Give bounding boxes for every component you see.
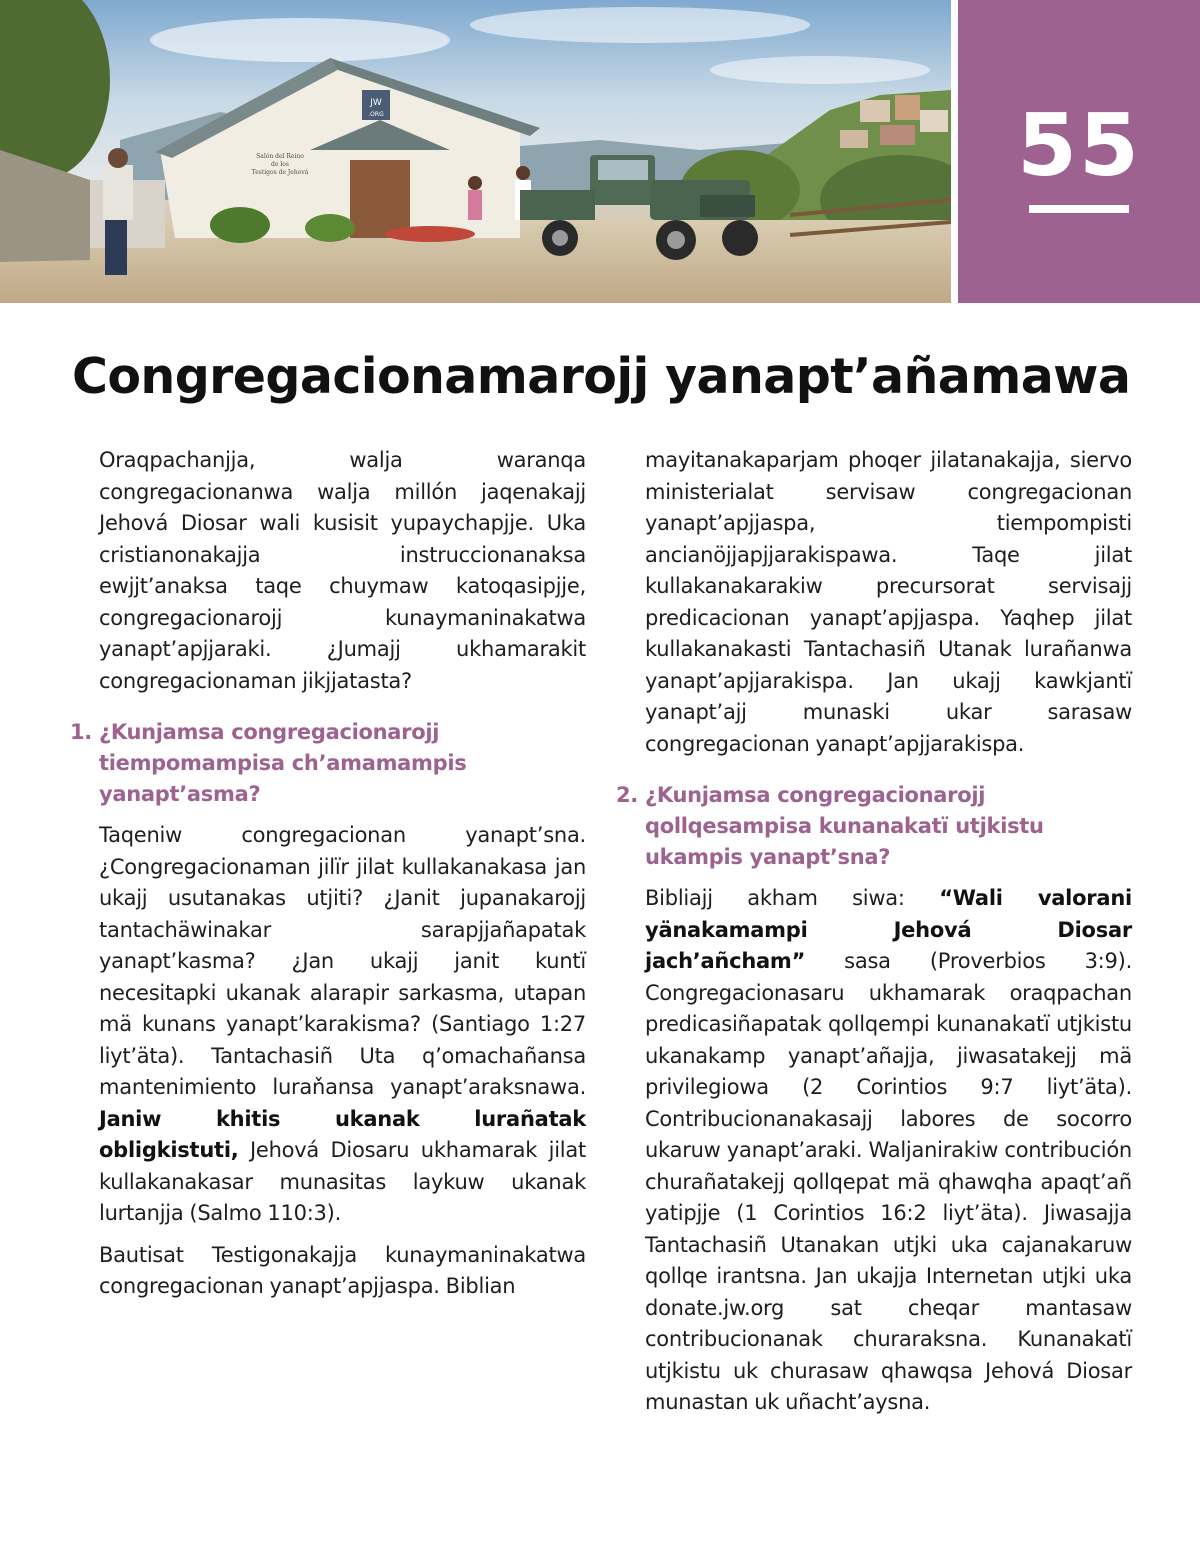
intro-paragraph: Oraqpachanjja, walja waranqa congregacionanwa walja millón jaqenakajj Jehová Diosar wali kusisit yupaychapjje. Uka cristianonakajja instruccionanaksa ewjjt’anaksa taqe chuymaw katoqasipjje, congregacionarojj kunaymaninakatwa yanapt’apjjaraki. ¿Jumajj ukhamarakit congregacionaman jikjjatasta? [99,448,586,693]
badge-underline [1029,205,1129,213]
section-1-p1-bold: Janiw khitis ukanak lurañatak obligkistuti, [99,1106,586,1162]
section-2-p1-text-a: Bibliajj akham siwa: [645,886,905,910]
sign-line-2: de los [271,161,289,168]
sign-line-3: Testigos de Jehová [251,169,309,176]
lesson-number-badge [958,0,1200,303]
kingdom-hall-illustration [0,0,951,303]
section-2-paragraph-1 [645,883,1132,1419]
question-1 [70,717,586,810]
section-1-paragraph-1 [99,820,586,1230]
section-1-paragraph-2-continued: mayitanakaparjam phoqer jilatanakajja, siervo ministerialat servisaw congregacionan yanapt’apjjaspa, tiempompisti ancianöjjapjjarakispawa. Taqe jilat kullakanakarakiw precursorat servisajj predicacionan yanapt’apjjaspa. Yaqhep jilat kullakanakasti Tantachasiñ Utanak lurañanwa yanapt’apjjarakispa. Jan ukajj kawkjantï yanapt’ajj munaski ukar sarasaw congregacionan yanapt’apjjarakispa. [645,448,1132,756]
right-column [616,445,1132,1429]
section-2-p1-text-b: sasa (Proverbios 3:9). Congregacionasaru ukhamarak oraqpachan predicasiñapatak qollqempi kunanakatï utjkistu ukanakamp yanapt’añajja, jiwasatakejj mä privilegiowa (2 Corintios 9:7 liyt’äta). Contribucionanakasajj labores de socorro ukaruw yanapt’araki. Waljanirakiw contribución churañatakejj qollqepat mä qhawqha apaqt’añ yatipjje (1 Corintios 16:2 liyt’äta). Jiwasajja Tantachasiñ Utanakan utjki uka cajanakaruw qollqe irantsna. Jan ukajja Internetan utjki uka donate.jw.org sat cheqar mantasaw contribucionanak churaraksna. Kunanakatï utjkistu uk churasaw qhawqsa Jehová Diosar munastan uk uñacht’aysna. [645,949,1132,1414]
jw-logo-text: JW [370,98,382,108]
question-1-text: ¿Kunjamsa congregacionarojj tiempomampisa ch’amamampis yanapt’asma? [99,720,467,806]
question-2 [616,780,1132,873]
left-column [70,445,586,1313]
section-2-p1-bold: “Wali valorani yänakamampi Jehová Diosar jach’añcham” [645,886,1132,973]
page-title: Congregacionamarojj yanapt’añamawa [72,348,1131,405]
lesson-number: 55 [1017,96,1141,196]
section-1-paragraph-2: Bautisat Testigonakajja kunaymaninakatwa congregacionan yanapt’apjjaspa. Biblian [99,1242,586,1298]
section-1-p1-text-a: Taqeniw congregacionan yanapt’sna. ¿Congregacionaman jilïr jilat kullakanakasa jan ukajj usutanakas utjiti? ¿Janit jupanakarojj tantachäwinakar sarapjjañapatak yanapt’kasma? ¿Jan ukajj janit kuntï necesitapki ukanak alarapir sarkasma, utapan mä kunans yanapt’karakisma? (Santiago 1:27 liyt’äta). Tantachasiñ Uta q’omachañansa mantenimiento luraňansa yanapt’araksnawa. [99,823,586,1099]
question-2-text: ¿Kunjamsa congregacionarojj qollqesampisa kunanakatï utjkistu ukampis yanapt’sna? [645,783,1044,869]
sign-line-1: Salón del Reino [256,153,304,160]
question-2-number: 2. [616,783,638,807]
question-1-number: 1. [70,720,92,744]
section-1-p1-text-b: Jehová Diosaru ukhamarak jilat kullakanakasar munasitas laykuw ukanak lurtanjja (Salmo 110:3). [99,1138,586,1225]
jw-logo-sub: .ORG [368,111,384,118]
header-photo [0,0,951,303]
